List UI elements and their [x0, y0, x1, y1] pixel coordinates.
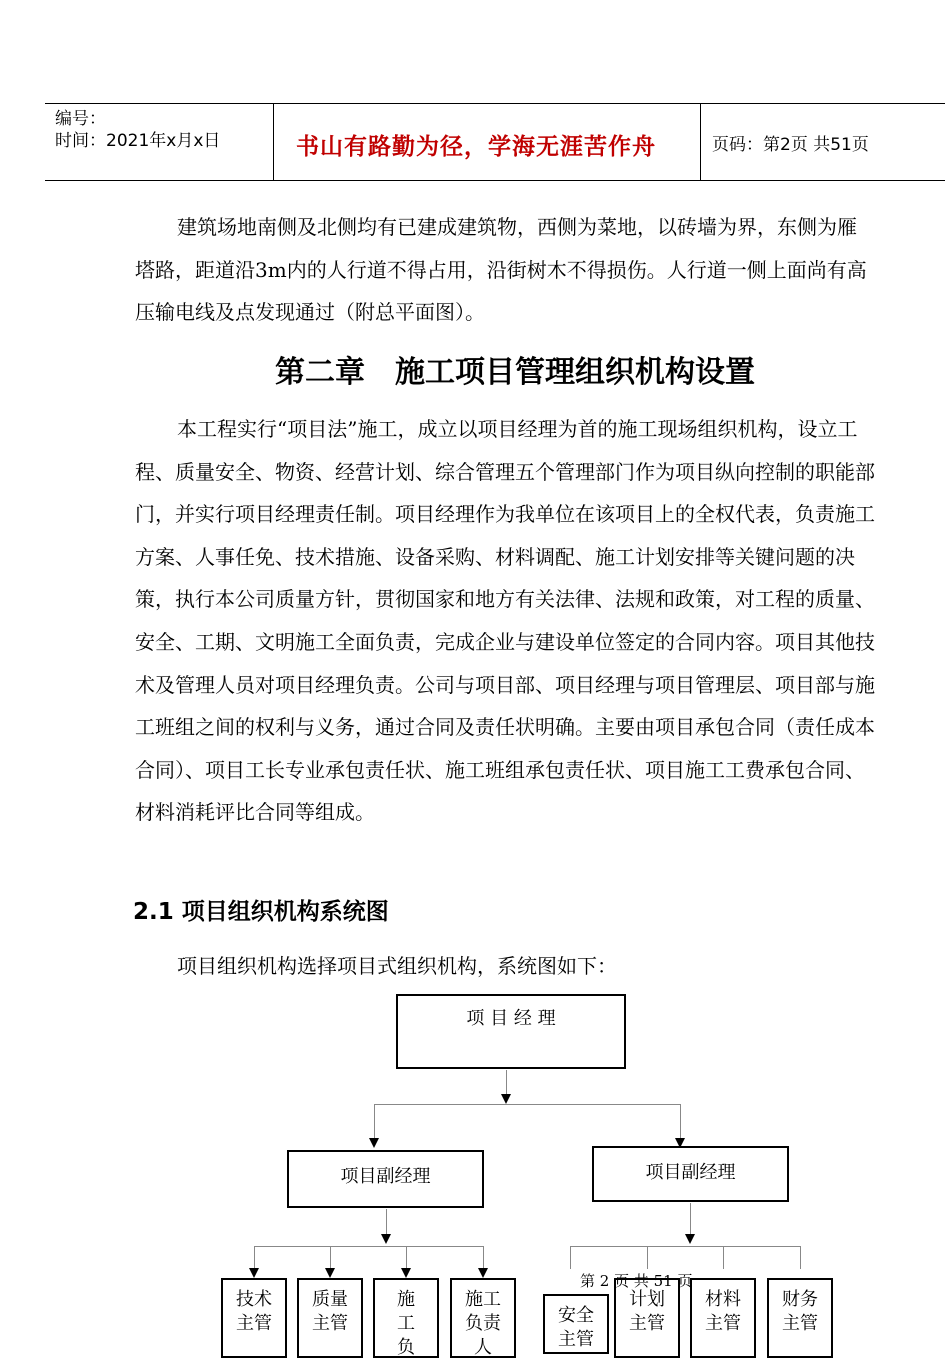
- org-connector: [800, 1246, 801, 1269]
- org-child-construction-lead-box: [450, 1278, 516, 1358]
- org-top-box: [396, 994, 626, 1069]
- header-page-label: 页码：第2页 共51页: [712, 135, 869, 155]
- header-divider-right: [700, 103, 701, 181]
- header-motto: 书山有路勤为径，学海无涯苦作舟: [296, 134, 656, 160]
- chapter-title: 第二章 施工项目管理组织机构设置: [275, 355, 755, 390]
- org-connector: [570, 1246, 800, 1247]
- org-child-tech-box: [221, 1278, 287, 1358]
- org-connector: [330, 1246, 331, 1269]
- org-arrow: [401, 1268, 411, 1278]
- org-child-finance-label: 财务主管: [782, 1289, 818, 1334]
- org-connector: [506, 1070, 507, 1096]
- org-arrow: [325, 1268, 335, 1278]
- org-connector: [254, 1246, 255, 1269]
- org-arrow: [381, 1234, 391, 1244]
- org-connector: [570, 1246, 571, 1269]
- org-top-label: 项 目 经 理: [466, 1008, 556, 1029]
- org-arrow: [249, 1268, 259, 1278]
- org-child-finance-box: [767, 1278, 833, 1358]
- section-intro: 项目组织机构选择项目式组织机构，系统图如下：: [177, 954, 617, 978]
- org-connector: [647, 1246, 648, 1269]
- org-deputy-left-label: 项目副经理: [340, 1166, 431, 1187]
- header-time-label: 时间：2021年x月x日: [55, 131, 221, 151]
- org-child-material-label: 材料主管: [705, 1289, 741, 1334]
- section-title: 2.1 项目组织机构系统图: [133, 899, 389, 925]
- header-top-rule: [45, 103, 945, 104]
- org-connector: [254, 1246, 484, 1247]
- org-child-construction-lead-label: 施工负责人: [465, 1289, 501, 1358]
- org-deputy-right-label: 项目副经理: [645, 1162, 736, 1183]
- org-connector: [483, 1246, 484, 1269]
- org-connector: [406, 1246, 407, 1269]
- header-divider-left: [273, 103, 274, 181]
- org-child-construction-box: [373, 1278, 439, 1358]
- org-child-safety-label: 安全主管: [558, 1305, 594, 1350]
- footer-page-number: 第 2 页 共 51 页: [580, 1272, 693, 1290]
- header-number-label: 编号：: [55, 109, 106, 129]
- org-connector: [374, 1104, 680, 1105]
- body-paragraph-1: [135, 206, 875, 334]
- body-paragraph-2-text: 本工程实行“项目法”施工，成立以项目经理为首的施工现场组织机构，设立工程、质量安全、物资、经营计划、综合管理五个管理部门作为项目纵向控制的职能部门，并实行项目经理责任制。项目经理作为我单位在该项目上的全权代表，负责施工方案、人事任免、技术措施、设备采购、材料调配、施工计划安排等关键问题的决策，执行本公司质量方针，贯彻国家和地方有关法律、法规和政策，对工程的质量、安全、工期、文明施工全面负责，完成企业与建设单位签定的合同内容。项目其他技术及管理人员对项目经理负责。公司与项目部、项目经理与项目管理层、项目部与施工班组之间的权利与义务，通过合同及责任状明确。主要由项目承包合同（责任成本合同）、项目工长专业承包责任状、施工班组承包责任状、项目施工工费承包合同、材料消耗评比合同等组成。: [135, 417, 875, 825]
- body-paragraph-1-text: 建筑场地南侧及北侧均有已建成建筑物，西侧为菜地，以砖墙为界，东侧为雁塔路，距道沿3m内的人行道不得占用，沿街树木不得损伤。人行道一侧上面尚有高压输电线及点发现通过（附总平面图）。: [135, 215, 867, 325]
- org-connector: [374, 1104, 375, 1139]
- org-connector: [680, 1104, 681, 1139]
- org-deputy-right-box: [592, 1146, 789, 1202]
- org-child-quality-box: [297, 1278, 363, 1358]
- org-connector: [690, 1203, 691, 1234]
- org-arrow: [685, 1234, 695, 1244]
- org-child-safety-box: [543, 1294, 609, 1354]
- org-deputy-left-box: [287, 1150, 484, 1208]
- org-child-planning-label: 计划主管: [629, 1289, 665, 1334]
- body-paragraph-2: [135, 408, 875, 834]
- org-arrow: [369, 1138, 379, 1148]
- org-connector: [386, 1209, 387, 1235]
- org-child-construction-label: 施工负: [397, 1289, 415, 1358]
- org-connector: [723, 1246, 724, 1269]
- org-child-tech-label: 技术主管: [236, 1289, 272, 1334]
- org-arrow: [501, 1094, 511, 1104]
- header-bottom-rule: [45, 180, 945, 181]
- org-child-quality-label: 质量主管: [312, 1289, 348, 1334]
- org-arrow: [478, 1268, 488, 1278]
- org-child-material-box: [690, 1278, 756, 1358]
